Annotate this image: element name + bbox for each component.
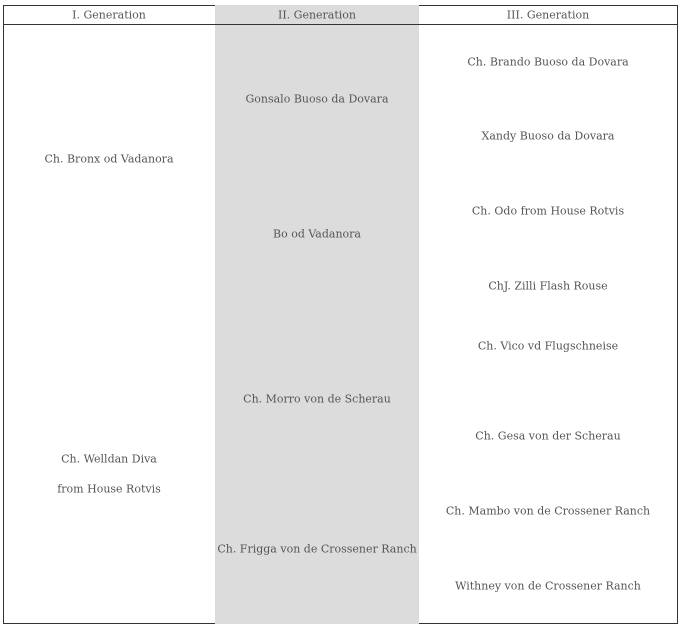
header-generation-3: III. Generation xyxy=(506,8,590,22)
gen2-entry: Ch. Morro von de Scherau xyxy=(243,392,391,406)
gen3-entry: Xandy Buoso da Dovara xyxy=(481,129,615,143)
gen3-entry: ChJ. Zilli Flash Rouse xyxy=(488,279,608,293)
gen2-entry: Gonsalo Buoso da Dovara xyxy=(245,92,389,106)
gen2-entry: Bo od Vadanora xyxy=(273,227,361,241)
gen3-entry: Ch. Mambo von de Crossener Ranch xyxy=(445,504,651,518)
gen1-dam-line1: Ch. Welldan Diva xyxy=(61,452,157,466)
header-divider xyxy=(3,24,678,25)
gen1-sire: Ch. Bronx od Vadanora xyxy=(44,152,174,166)
gen3-entry: Ch. Vico vd Flugschneise xyxy=(477,339,619,353)
gen3-entry: Ch. Odo from House Rotvis xyxy=(471,204,625,218)
gen1-dam-line2: from House Rotvis xyxy=(57,482,161,496)
gen2-entry: Ch. Frigga von de Crossener Ranch xyxy=(217,542,417,556)
header-generation-2: II. Generation xyxy=(277,8,357,22)
gen3-entry: Ch. Gesa von der Scherau xyxy=(475,429,621,443)
gen3-entry: Withney von de Crossener Ranch xyxy=(455,579,641,593)
header-generation-1: I. Generation xyxy=(72,8,146,22)
gen3-entry: Ch. Brando Buoso da Dovara xyxy=(467,55,629,69)
